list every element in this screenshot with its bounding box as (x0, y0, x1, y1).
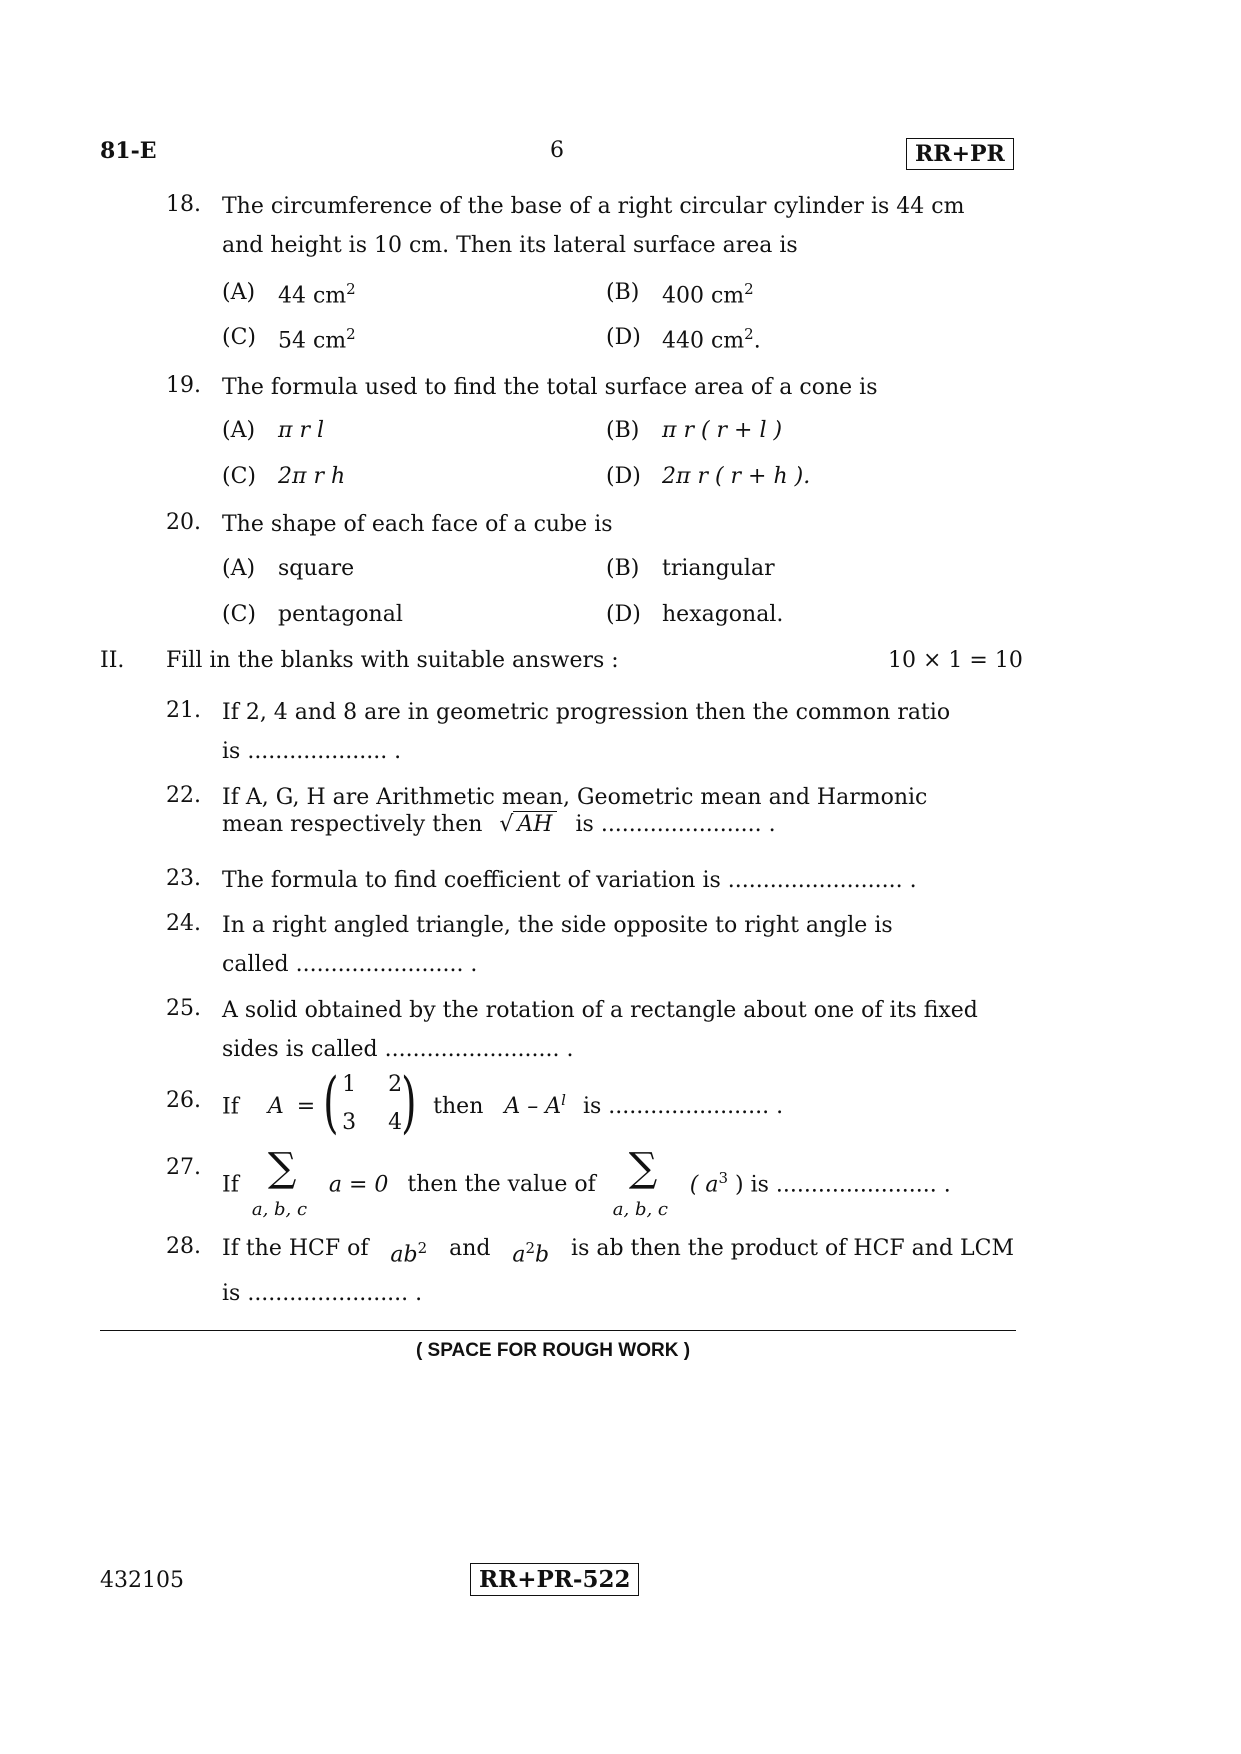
rough-work-label: ( SPACE FOR ROUGH WORK ) (415, 1340, 691, 1361)
question-line (222, 1229, 1014, 1274)
question-number: 21. (166, 698, 201, 723)
question-text (222, 1062, 784, 1142)
paper-code: 81-E (100, 138, 157, 164)
option-label: (C) (222, 602, 256, 627)
option-label: (D) (606, 602, 641, 627)
question-number: 19. (166, 373, 201, 398)
question-text (222, 187, 1014, 265)
option-label: (C) (222, 325, 256, 350)
question-line (222, 812, 776, 837)
section-numeral: II. (100, 648, 125, 673)
question-number: 18. (166, 192, 201, 217)
sigma-subscript: a, b, c (612, 1199, 668, 1221)
question-number: 25. (166, 996, 201, 1021)
text: If the HCF of (222, 1236, 369, 1261)
question-line: sides is called ......................... . (222, 1037, 574, 1062)
radicand: AH (513, 811, 556, 837)
question-number: 26. (166, 1088, 201, 1113)
question-number: 24. (166, 911, 201, 936)
matrix-cell: 4 (388, 1110, 403, 1136)
sqrt-symbol: √ (499, 812, 514, 837)
option-value: square (278, 556, 355, 581)
option-value: 440 $cm^2$. (662, 325, 761, 354)
question-text (222, 906, 1014, 984)
question-line: The circumference of the base of a right circular cylinder is 44 cm (222, 194, 965, 219)
text: is ....................... . (582, 1094, 784, 1120)
text: is ....................... . (575, 812, 776, 837)
math-expression: A – A (504, 1094, 562, 1120)
summation (613, 1145, 683, 1225)
superscript: 3 (718, 1169, 729, 1187)
question-line: If A, G, H are Arithmetic mean, Geometric mean and Harmonic (222, 785, 928, 810)
math-expression: ( a (689, 1172, 719, 1198)
question-number: 28. (166, 1234, 201, 1259)
option-label: (A) (222, 556, 256, 581)
equals-sign: = (296, 1094, 316, 1120)
math-term: $ab^2$ (390, 1239, 428, 1268)
left-paren: ( (323, 1064, 339, 1142)
question-line: and height is 10 cm. Then its lateral surface area is (222, 233, 798, 258)
option-value: 44 $cm^2$ (278, 280, 356, 309)
question-number: 27. (166, 1155, 201, 1180)
question-line: In a right angled triangle, the side opposite to right angle is (222, 913, 893, 938)
question-line: A solid obtained by the rotation of a rectangle about one of its fixed (222, 998, 978, 1023)
right-paren: ) (401, 1064, 418, 1142)
version-box: RR+PR (906, 138, 1014, 170)
sigma-symbol: ∑ (628, 1145, 658, 1192)
question-number: 20. (166, 510, 201, 535)
sigma-symbol: ∑ (267, 1145, 297, 1192)
text: is ab then the product of HCF and LCM (571, 1236, 1014, 1261)
question-text: The formula to find coefficient of variation is ......................... . (222, 868, 917, 893)
question-line: called ........................ . (222, 952, 478, 977)
option-value: 2π r h (278, 464, 346, 489)
option-value: 54 $cm^2$ (278, 325, 356, 354)
text: ) is ....................... . (728, 1172, 951, 1198)
question-number: 22. (166, 783, 201, 808)
option-label: (D) (606, 464, 641, 489)
question-line: If 2, 4 and 8 are in geometric progression then the common ratio (222, 700, 951, 725)
option-label: (D) (606, 325, 641, 350)
text: and (449, 1236, 491, 1261)
option-value: hexagonal. (662, 602, 784, 627)
matrix-variable: A (267, 1094, 284, 1120)
matrix (322, 1064, 418, 1143)
math-expression: a = 0 (328, 1172, 389, 1198)
question-text (222, 1138, 951, 1221)
question-text (222, 1229, 1014, 1313)
option-value: 2π r ( r + h ). (662, 464, 811, 489)
summation (252, 1145, 322, 1225)
serial-number: 432105 (100, 1568, 184, 1593)
question-line: is ....................... . (222, 1281, 423, 1307)
question-text: The shape of each face of a cube is (222, 512, 613, 537)
option-value: π r l (278, 418, 324, 443)
text: then the value of (407, 1172, 596, 1198)
option-value: triangular (662, 556, 775, 581)
text: If (222, 1094, 239, 1120)
math-term: $a^2b$ (512, 1239, 550, 1268)
option-label: (A) (222, 418, 256, 443)
question-text (222, 991, 1014, 1069)
option-label: (B) (606, 280, 640, 305)
matrix-cell: 1 (342, 1072, 357, 1098)
option-value: π r ( r + l ) (662, 418, 783, 443)
option-label: (A) (222, 280, 256, 305)
footer-code-box: RR+PR-522 (470, 1563, 639, 1596)
divider-rule (100, 1330, 1016, 1331)
page-number: 6 (550, 138, 564, 163)
section-marks: 10 × 1 = 10 (888, 648, 1023, 673)
superscript: l (561, 1091, 566, 1109)
question-number: 23. (166, 866, 201, 891)
option-label: (B) (606, 418, 640, 443)
matrix-cell: 3 (342, 1110, 357, 1136)
text: then (433, 1094, 484, 1120)
question-text (222, 693, 1014, 771)
sigma-subscript: a, b, c (251, 1199, 308, 1221)
matrix-cell: 2 (388, 1072, 403, 1098)
option-label: (B) (606, 556, 640, 581)
question-line: is .................... . (222, 739, 402, 764)
section-instruction: Fill in the blanks with suitable answers : (166, 648, 619, 673)
option-value: 400 $cm^2$ (662, 280, 754, 309)
option-label: (C) (222, 464, 256, 489)
question-text: The formula used to find the total surface area of a cone is (222, 375, 878, 400)
text: If (222, 1172, 239, 1198)
text: mean respectively then (222, 812, 483, 837)
option-value: pentagonal (278, 602, 403, 627)
